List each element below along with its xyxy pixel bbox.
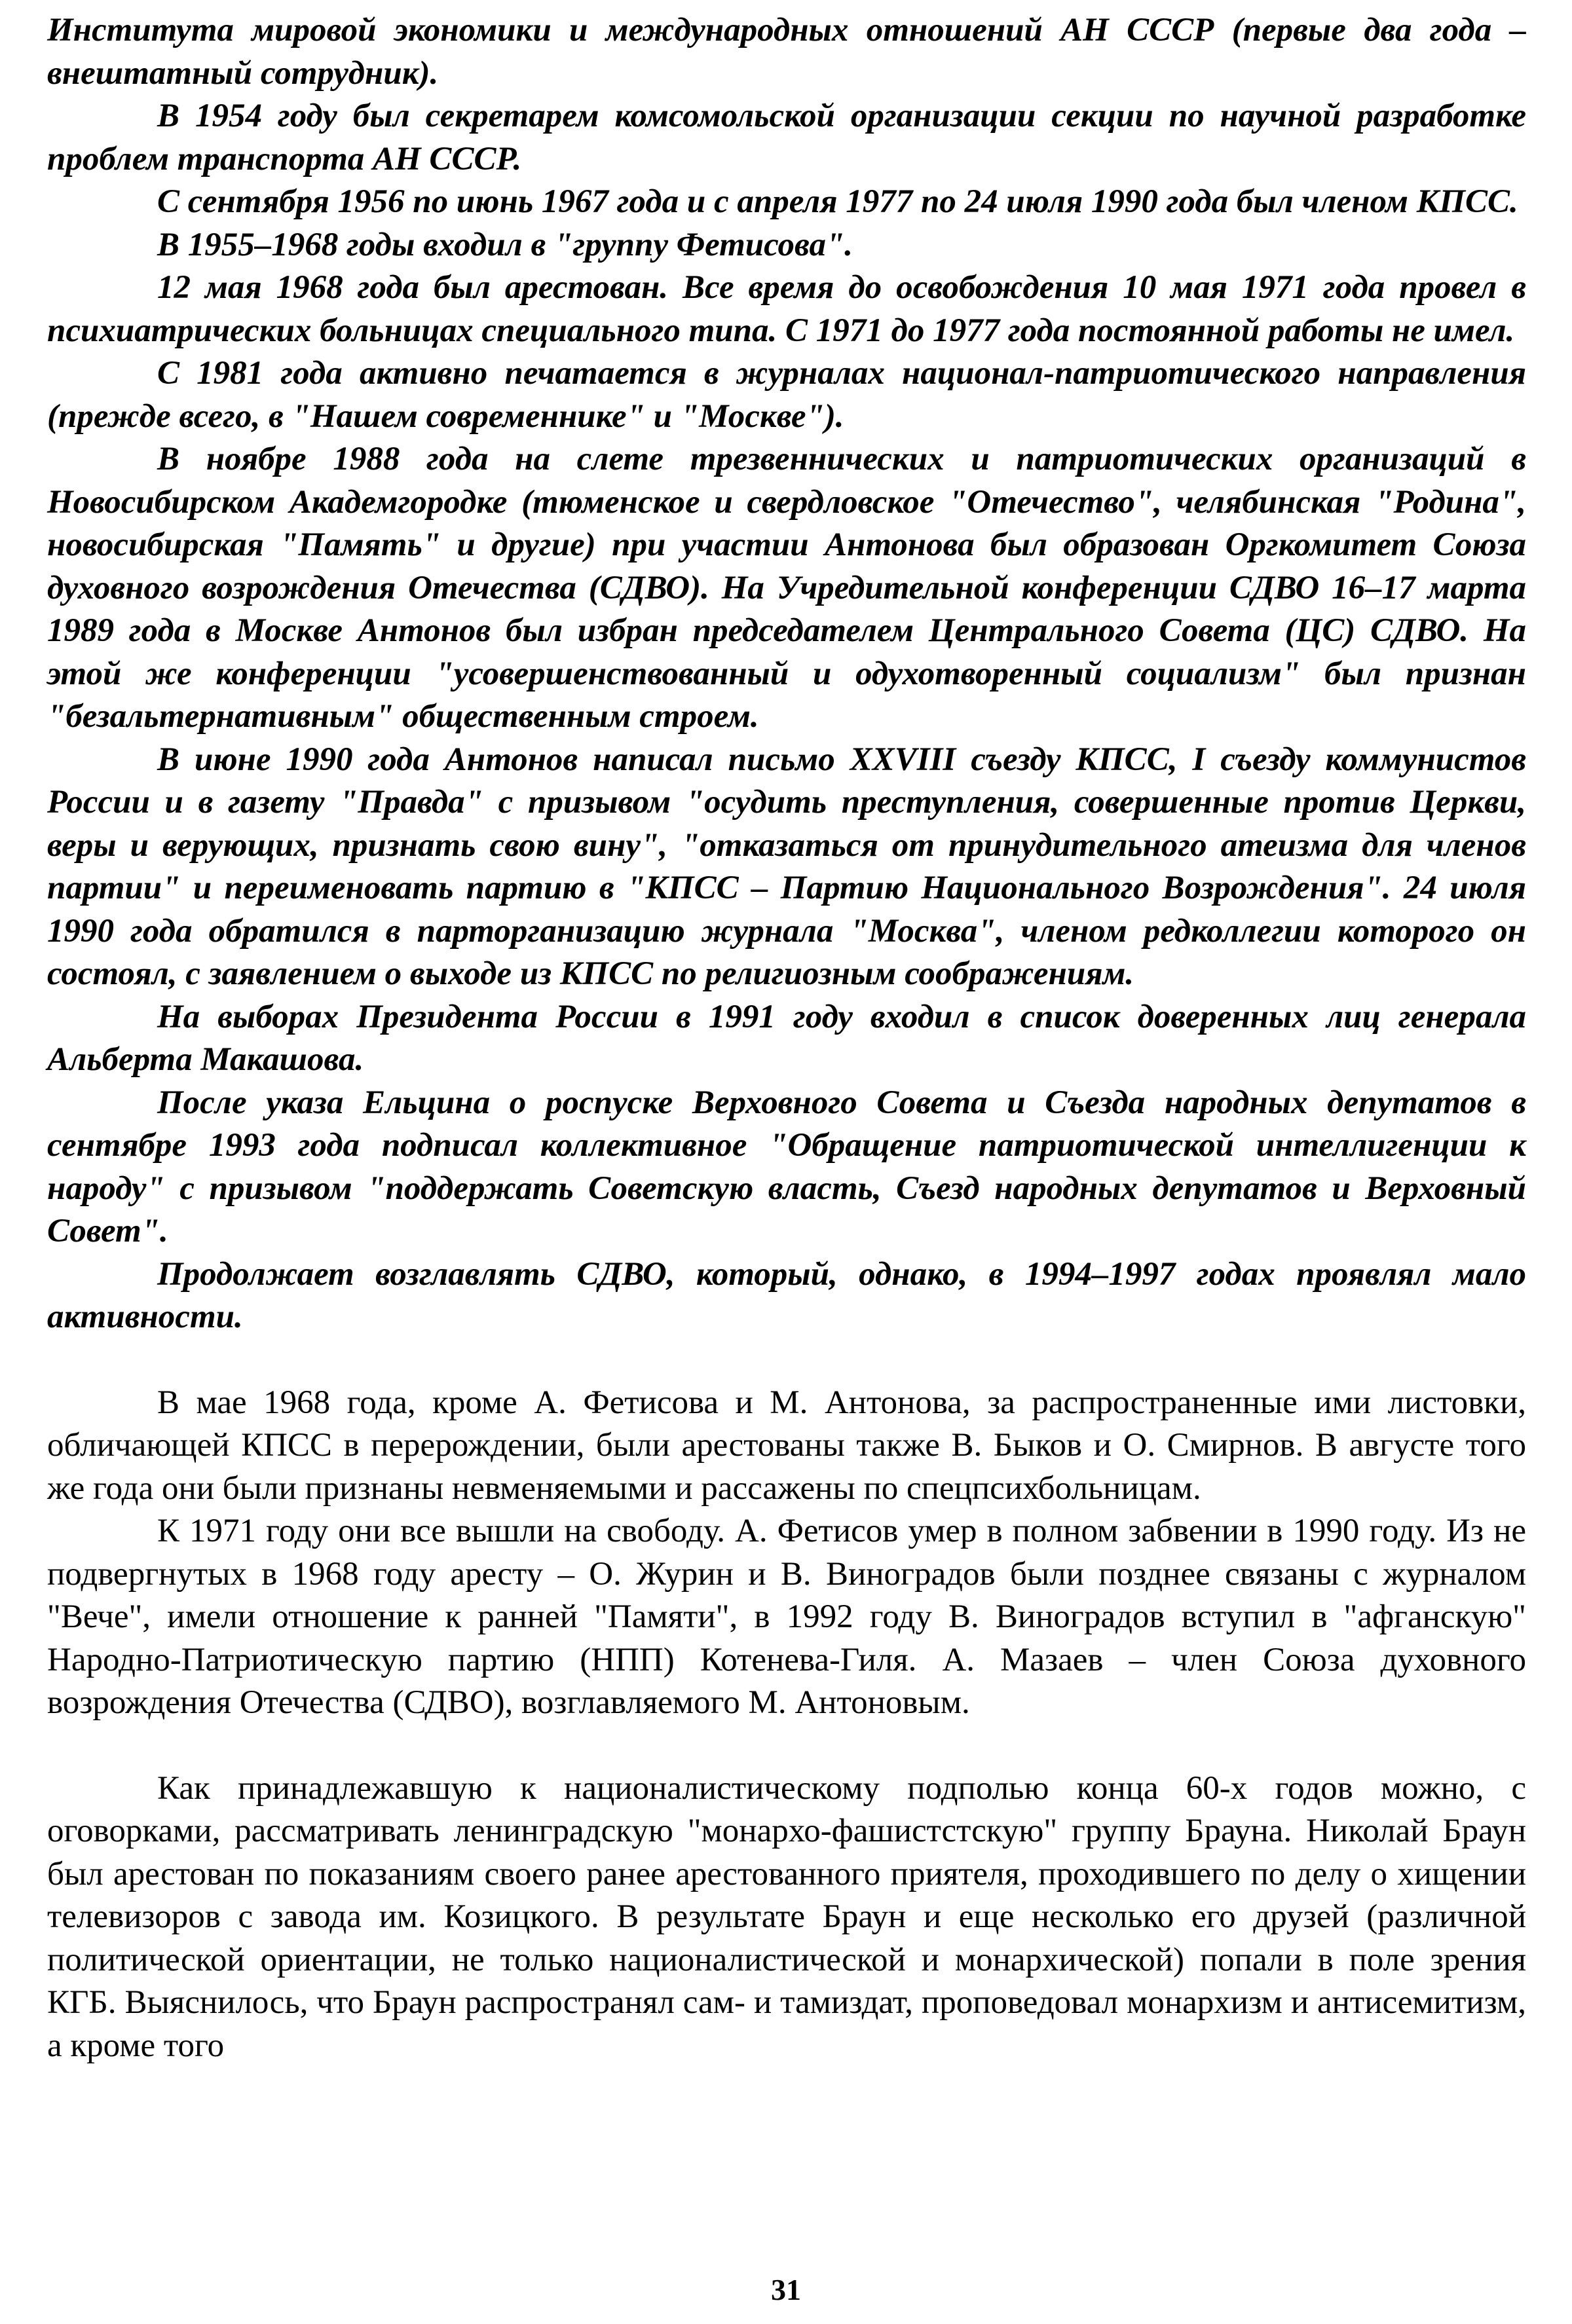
biography-italic-section bbox=[47, 9, 1526, 1339]
paragraph: В ноябре 1988 года на слете трезвеннических и патриотических организаций в Новосибирском Академгородке (тюменское и свердловское "Отечество", челябинская "Родина", новосибирская "Память" и другие) при участии Антонова был образован Оргкомитет Союза духовного возрождения Отечества (СДВО). На Учредительной конференции СДВО 16–17 марта 1989 года в Москве Антонов был избран председателем Центрального Совета (ЦС) СДВО. На этой же конференции "усовершенствованный и одухотворенный социализм" был признан "безальтернативным" общественным строем. bbox=[47, 441, 1526, 735]
paragraph: Института мировой экономики и международных отношений АН СССР (первые два года – внештатный сотрудник). bbox=[47, 12, 1526, 92]
spacer bbox=[47, 1725, 1526, 1767]
paragraph: 12 мая 1968 года был арестован. Все время до освобождения 10 мая 1971 года провел в психиатрических больницах специального типа. С 1971 до 1977 года постоянной работы не имел. bbox=[47, 269, 1526, 349]
document-page bbox=[47, 9, 1526, 2067]
paragraph: Как принадлежавшую к националистическому подполью конца 60-х годов можно, с оговорками, рассматривать ленинградскую "монархо-фашистстскую" группу Брауна. Николай Браун был арестован по показаниям своего ранее арестованного приятеля, проходившего по делу о хищении телевизоров с завода им. Козицкого. В результате Браун и еще несколько его друзей (различной политической ориентации, не только националистической и монархической) попали в поле зрения КГБ. Выяснилось, что Браун распространял сам- и тамиздат, проповедовал монархизм и антисемитизм, а кроме того bbox=[47, 1769, 1526, 2064]
paragraph: После указа Ельцина о роспуске Верховного Совета и Съезда народных депутатов в сентябре 1993 года подписал коллективное "Обращение патриотической интеллигенции к народу" с призывом "поддержать Советскую власть, Съезд народных депутатов и Верховный Совет". bbox=[47, 1084, 1526, 1249]
paragraph: В 1954 году был секретарем комсомольской организации секции по научной разработке проблем транспорта АН СССР. bbox=[47, 98, 1526, 177]
paragraph: В мае 1968 года, кроме А. Фетисова и М. Антонова, за распространенные ими листовки, обличающей КПСС в перерождении, были арестованы также В. Быков и О. Смирнов. В августе того же года они были признаны невменяемыми и рассажены по спецпсихбольницам. bbox=[47, 1384, 1526, 1507]
spacer bbox=[47, 1339, 1526, 1382]
body-section-arrests bbox=[47, 1382, 1526, 1725]
paragraph: С сентября 1956 по июнь 1967 года и с апреля 1977 по 24 июля 1990 года был членом КПСС. bbox=[157, 183, 1518, 220]
paragraph: В 1955–1968 годы входил в "группу Фетисова". bbox=[157, 226, 853, 263]
paragraph: С 1981 года активно печатается в журналах национал-патриотического направления (прежде всего, в "Нашем современнике" и "Москве"). bbox=[47, 355, 1526, 435]
body-section-braun-group bbox=[47, 1767, 1526, 2068]
paragraph: Продолжает возглавлять СДВО, который, однако, в 1994–1997 годах проявлял мало активности. bbox=[47, 1255, 1526, 1335]
paragraph: К 1971 году они все вышли на свободу. А. Фетисов умер в полном забвении в 1990 году. Из не подвергнутых в 1968 году аресту – О. Журин и В. Виноградов были позднее связаны с журналом "Вече", имели отношение к ранней "Памяти", в 1992 году В. Виноградов вступил в "афганскую" Народно-Патриотическую партию (НПП) Котенева-Гиля. А. Мазаев – член Союза духовного возрождения Отечества (СДВО), возглавляемого М. Антоновым. bbox=[47, 1513, 1526, 1721]
paragraph: На выборах Президента России в 1991 году входил в список доверенных лиц генерала Альберта Макашова. bbox=[47, 998, 1526, 1078]
page-number: 31 bbox=[771, 2273, 801, 2306]
paragraph: В июне 1990 года Антонов написал письмо XXVIII съезду КПСС, I съезду коммунистов России и в газету "Правда" с призывом "осудить преступления, совершенные против Церкви, веры и верующих, признать свою вину", "отказаться от принудительного атеизма для членов партии" и переименовать партию в "КПСС – Партию Национального Возрождения". 24 июля 1990 года обратился в парторганизацию журнала "Москва", членом редколлегии которого он состоял, с заявлением о выходе из КПСС по религиозным соображениям. bbox=[47, 741, 1526, 992]
